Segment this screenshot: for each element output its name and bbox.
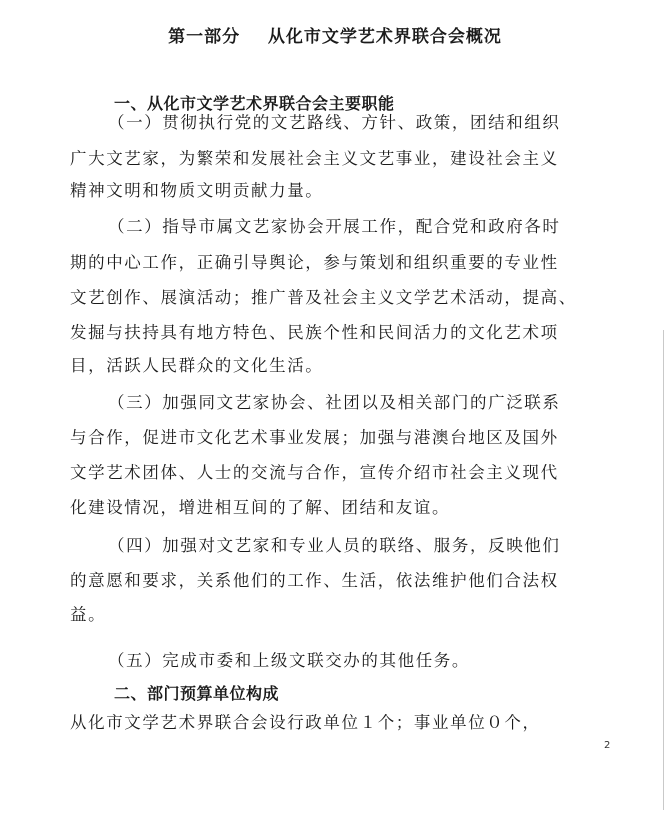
- paragraph-line: （三）加强同文艺家协会、社团以及相关部门的广泛联系: [108, 393, 561, 412]
- paragraph-line: 益。: [70, 605, 107, 624]
- paragraph-line: 目，活跃人民群众的文化生活。: [70, 356, 324, 375]
- paragraph-line: 精神文明和物质文明贡献力量。: [70, 181, 324, 200]
- section-1-heading: 一、从化市文学艺术界联合会主要职能: [114, 94, 395, 113]
- paragraph-line: 化建设情况，增进相互间的了解、团结和友谊。: [70, 498, 451, 517]
- paragraph-line: 发掘与扶持具有地方特色、民族个性和民间活力的文化艺术项: [70, 323, 559, 342]
- paragraph-line: 的意愿和要求，关系他们的工作、生活，依法维护他们合法权: [70, 571, 559, 590]
- paragraph-line: （四）加强对文艺家和专业人员的联络、服务，反映他们: [108, 536, 561, 555]
- paragraph-line: （二）指导市属文艺家协会开展工作，配合党和政府各时: [108, 217, 561, 236]
- paragraph-line: （一）贯彻执行党的文艺路线、方针、政策，团结和组织: [108, 113, 561, 132]
- section-2-heading: 二、部门预算单位构成: [114, 684, 280, 703]
- paragraph-line: 文学艺术团体、人士的交流与合作，宣传介绍市社会主义现代: [70, 463, 559, 482]
- paragraph-line: 期的中心工作，正确引导舆论，参与策划和组织重要的专业性: [70, 253, 559, 272]
- paragraph-line: 与合作，促进市文化艺术事业发展；加强与港澳台地区及国外: [70, 428, 559, 447]
- paragraph-line: 广大文艺家，为繁荣和发展社会主义文艺事业，建设社会主义: [70, 149, 559, 168]
- scan-edge-line: [663, 330, 664, 810]
- page-number: 2: [604, 740, 611, 751]
- document-title: 第一部分 从化市文学艺术界联合会概况: [168, 27, 502, 47]
- paragraph-line: 从化市文学艺术界联合会设行政单位１个；事业单位０个，: [70, 713, 541, 732]
- paragraph-line: （五）完成市委和上级文联交办的其他任务。: [108, 651, 470, 670]
- paragraph-line: 文艺创作、展演活动；推广普及社会主义文学艺术活动，提高、: [70, 288, 577, 307]
